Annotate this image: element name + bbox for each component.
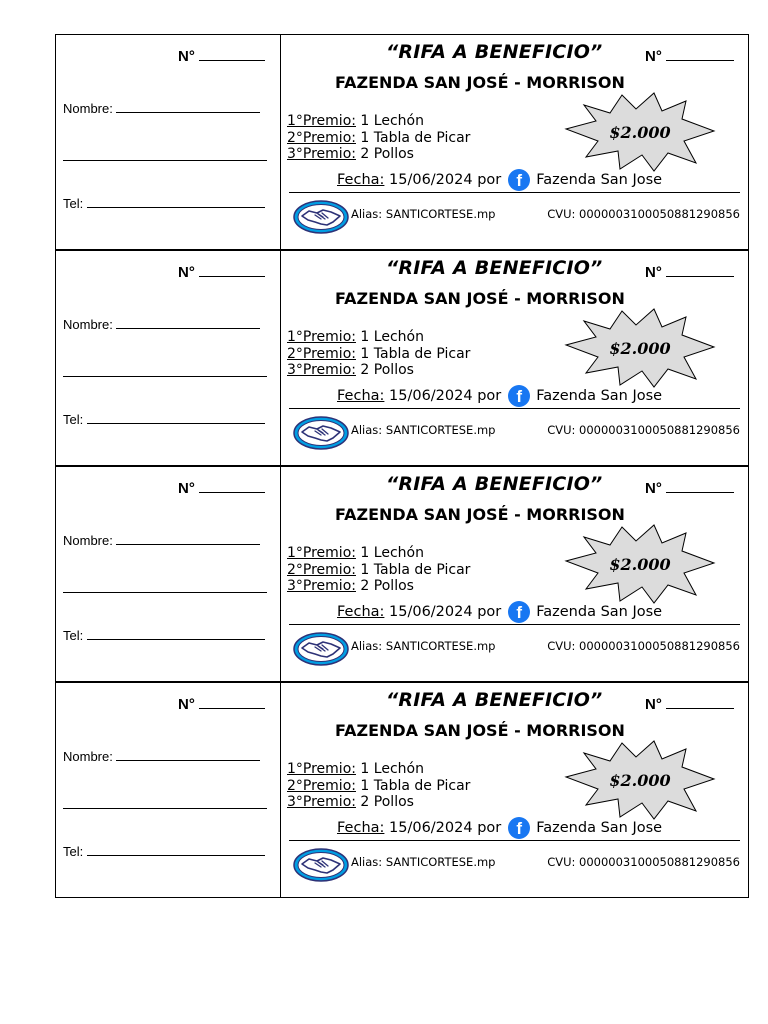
prize-1: 1°Premio: 1 Lechón	[287, 329, 424, 345]
ticket-title: “RIFA A BENEFICIO”	[386, 689, 603, 711]
ticket-main	[281, 35, 748, 249]
prize-1: 1°Premio: 1 Lechón	[287, 761, 424, 777]
stub-tel-field: Tel:	[63, 628, 265, 643]
facebook-icon: f	[508, 169, 530, 191]
stub-tel-line	[87, 207, 265, 208]
stub-number: N°	[178, 696, 265, 713]
fecha-line: Fecha: 15/06/2024 por f Fazenda San Jose	[337, 171, 663, 190]
facebook-icon: f	[508, 817, 530, 839]
stub-number: N°	[178, 48, 265, 65]
price-value: $2.000	[609, 339, 671, 358]
price-burst	[564, 739, 719, 823]
price-burst-shape	[564, 91, 719, 175]
facebook-name: Fazenda San Jose	[536, 388, 663, 404]
stub-number: N°	[178, 264, 265, 281]
stub-nombre-line	[116, 328, 260, 329]
facebook-icon: f	[508, 385, 530, 407]
fecha-line: Fecha: 15/06/2024 por f Fazenda San Jose	[337, 603, 663, 622]
price-value: $2.000	[609, 123, 671, 142]
raffle-ticket	[55, 250, 749, 466]
ticket-title: “RIFA A BENEFICIO”	[386, 257, 603, 279]
price-value: $2.000	[609, 555, 671, 574]
prize-3: 3°Premio: 2 Pollos	[287, 578, 414, 594]
cvu-text: CVU: 0000003100050881290856	[547, 207, 740, 221]
fecha-line: Fecha: 15/06/2024 por f Fazenda San Jose	[337, 819, 663, 838]
prize-list	[287, 329, 470, 379]
ticket-main	[281, 251, 748, 465]
mercado-pago-handshake-icon	[293, 632, 349, 666]
stub-tel-line	[87, 423, 265, 424]
prize-2: 2°Premio: 1 Tabla de Picar	[287, 129, 471, 146]
stub-extra-line	[63, 160, 267, 161]
price-value: $2.000	[609, 771, 671, 790]
prize-1: 1°Premio: 1 Lechón	[287, 113, 424, 129]
stub-number: N°	[178, 480, 265, 497]
stub-tel-line	[87, 855, 265, 856]
ticket-number-line	[666, 60, 734, 61]
prize-2: 2°Premio: 1 Tabla de Picar	[287, 345, 471, 362]
stub-tel-field: Tel:	[63, 196, 265, 211]
raffle-ticket	[55, 34, 749, 250]
prize-2: 2°Premio: 1 Tabla de Picar	[287, 777, 471, 794]
prize-3: 3°Premio: 2 Pollos	[287, 146, 414, 162]
facebook-icon: f	[508, 601, 530, 623]
price-burst-shape	[564, 307, 719, 391]
ticket-number: N°	[645, 48, 734, 65]
ticket-main	[281, 683, 748, 897]
ticket-subtitle: FAZENDA SAN JOSÉ - MORRISON	[335, 289, 625, 308]
ticket-number-line	[666, 708, 734, 709]
stub-nombre-field: Nombre:	[63, 317, 260, 332]
facebook-name: Fazenda San Jose	[536, 820, 663, 836]
mercado-pago-handshake-icon	[293, 848, 349, 882]
stub-extra-line	[63, 592, 267, 593]
stub-nombre-line	[116, 760, 260, 761]
stub-number-line	[199, 708, 265, 709]
stub-nombre-field: Nombre:	[63, 101, 260, 116]
ticket-stub	[56, 467, 281, 681]
prize-list	[287, 761, 470, 811]
alias-text: Alias: SANTICORTESE.mp	[351, 423, 496, 437]
price-burst	[564, 523, 719, 607]
facebook-name: Fazenda San Jose	[536, 604, 663, 620]
stub-extra-line	[63, 808, 267, 809]
ticket-stub	[56, 251, 281, 465]
mercado-pago-handshake-icon	[293, 200, 349, 234]
ticket-stub	[56, 683, 281, 897]
stub-nombre-field: Nombre:	[63, 533, 260, 548]
divider	[289, 624, 740, 625]
stub-extra-line	[63, 376, 267, 377]
stub-tel-field: Tel:	[63, 844, 265, 859]
prize-2: 2°Premio: 1 Tabla de Picar	[287, 561, 471, 578]
mercado-pago-handshake-icon	[293, 416, 349, 450]
ticket-title: “RIFA A BENEFICIO”	[386, 473, 603, 495]
alias-text: Alias: SANTICORTESE.mp	[351, 207, 496, 221]
stub-nombre-line	[116, 112, 260, 113]
raffle-ticket	[55, 682, 749, 898]
alias-text: Alias: SANTICORTESE.mp	[351, 639, 496, 653]
ticket-number-line	[666, 276, 734, 277]
cvu-text: CVU: 0000003100050881290856	[547, 855, 740, 869]
stub-number-line	[199, 60, 265, 61]
ticket-subtitle: FAZENDA SAN JOSÉ - MORRISON	[335, 73, 625, 92]
prize-1: 1°Premio: 1 Lechón	[287, 545, 424, 561]
cvu-text: CVU: 0000003100050881290856	[547, 423, 740, 437]
ticket-title: “RIFA A BENEFICIO”	[386, 41, 603, 63]
divider	[289, 840, 740, 841]
prize-list	[287, 113, 470, 163]
stub-number-line	[199, 276, 265, 277]
ticket-subtitle: FAZENDA SAN JOSÉ - MORRISON	[335, 505, 625, 524]
price-burst-shape	[564, 739, 719, 823]
cvu-text: CVU: 0000003100050881290856	[547, 639, 740, 653]
price-burst-shape	[564, 523, 719, 607]
ticket-number: N°	[645, 264, 734, 281]
facebook-name: Fazenda San Jose	[536, 172, 663, 188]
stub-tel-field: Tel:	[63, 412, 265, 427]
ticket-number-line	[666, 492, 734, 493]
stub-tel-line	[87, 639, 265, 640]
prize-3: 3°Premio: 2 Pollos	[287, 362, 414, 378]
ticket-stub	[56, 35, 281, 249]
ticket-number: N°	[645, 480, 734, 497]
raffle-ticket	[55, 466, 749, 682]
divider	[289, 408, 740, 409]
raffle-sheet	[55, 34, 749, 898]
fecha-line: Fecha: 15/06/2024 por f Fazenda San Jose	[337, 387, 663, 406]
stub-nombre-field: Nombre:	[63, 749, 260, 764]
ticket-subtitle: FAZENDA SAN JOSÉ - MORRISON	[335, 721, 625, 740]
price-burst	[564, 307, 719, 391]
alias-text: Alias: SANTICORTESE.mp	[351, 855, 496, 869]
ticket-main	[281, 467, 748, 681]
stub-nombre-line	[116, 544, 260, 545]
ticket-number: N°	[645, 696, 734, 713]
prize-3: 3°Premio: 2 Pollos	[287, 794, 414, 810]
divider	[289, 192, 740, 193]
prize-list	[287, 545, 470, 595]
price-burst	[564, 91, 719, 175]
stub-number-line	[199, 492, 265, 493]
